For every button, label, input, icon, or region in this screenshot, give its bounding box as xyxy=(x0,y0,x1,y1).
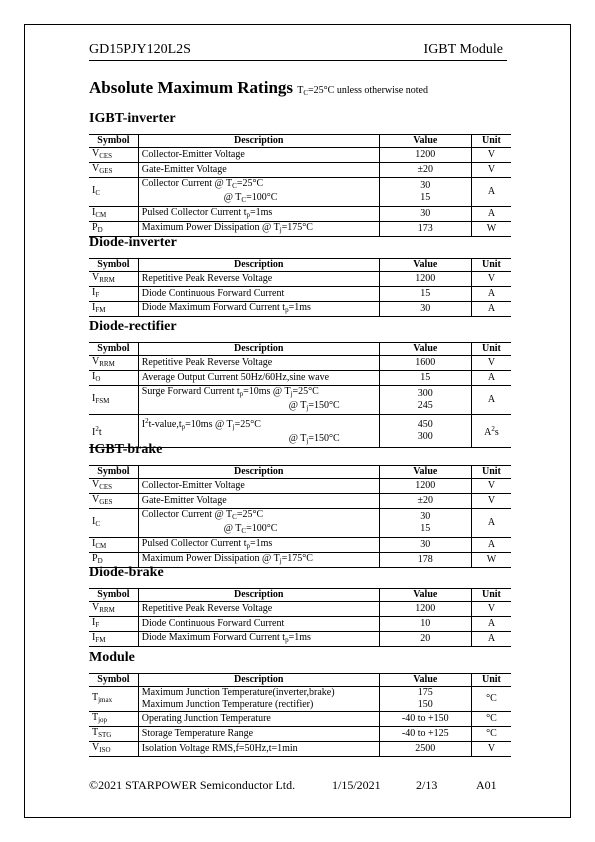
section-title: IGBT-brake xyxy=(89,442,163,457)
description-line: Gate-Emitter Voltage xyxy=(141,495,227,506)
symbol-cell: $V_{ISO}$ xyxy=(89,742,138,757)
value-cell xyxy=(379,538,471,553)
value-line: ±20 xyxy=(417,164,434,175)
description-header: Description xyxy=(138,259,379,272)
description-line: @ $T_C=100^\circ C$ xyxy=(223,523,278,535)
description-cell xyxy=(138,272,379,287)
section-title: Diode-inverter xyxy=(89,235,177,250)
value-header: Value xyxy=(379,466,471,479)
description-cell xyxy=(138,494,379,509)
table-row xyxy=(89,742,511,757)
symbol-cell: $V_{RRM}$ xyxy=(89,356,138,371)
unit-cell: A xyxy=(471,302,511,317)
value-cell xyxy=(379,207,471,222)
table-row xyxy=(89,632,511,647)
unit-cell: A xyxy=(471,632,511,647)
description-line: Collector Current @ $T_C=25^\circ C$ xyxy=(141,509,264,521)
description-line: Isolation Voltage RMS,f=50Hz,t=1min xyxy=(141,743,298,754)
table-row xyxy=(89,287,511,302)
value-header: Value xyxy=(379,259,471,272)
table-row xyxy=(89,727,511,742)
description-cell xyxy=(138,287,379,302)
symbol-cell: $T_{STG}$ xyxy=(89,727,138,742)
value-cell xyxy=(379,302,471,317)
symbol-cell: $T_{jop}$ xyxy=(89,712,138,727)
value-line: 20 xyxy=(420,633,431,644)
symbol-cell: $V_{GES}$ xyxy=(89,494,138,509)
value-line: 1600 xyxy=(415,357,436,368)
header-part-number: GD15PJY120L2S xyxy=(89,42,191,57)
description-header: Description xyxy=(138,135,379,148)
description-cell xyxy=(138,479,379,494)
description-line: Maximum Junction Temperature(inverter,brake) xyxy=(141,687,335,698)
unit-cell: V xyxy=(471,272,511,287)
symbol-cell: $I_{FSM}$ xyxy=(89,386,138,415)
symbol-cell: $V_{GES}$ xyxy=(89,163,138,178)
value-line: 10 xyxy=(420,618,431,629)
unit-cell: V xyxy=(471,479,511,494)
section-title: Diode-brake xyxy=(89,565,164,580)
symbol-header: Symbol xyxy=(89,466,138,479)
table-header-row xyxy=(89,589,511,602)
unit-header: Unit xyxy=(471,135,511,148)
symbol-cell: $V_{CES}$ xyxy=(89,479,138,494)
unit-cell: A xyxy=(471,538,511,553)
unit-cell: V xyxy=(471,148,511,163)
table-row xyxy=(89,163,511,178)
description-line: Average Output Current 50Hz/60Hz,sine wave xyxy=(141,372,330,383)
description-cell xyxy=(138,386,379,415)
table-row xyxy=(89,178,511,207)
symbol-header: Symbol xyxy=(89,343,138,356)
description-line: Maximum Junction Temperature (rectifier) xyxy=(141,699,314,710)
symbol-header: Symbol xyxy=(89,589,138,602)
value-cell xyxy=(379,479,471,494)
value-line: 30 xyxy=(420,303,431,314)
symbol-cell: $V_{RRM}$ xyxy=(89,272,138,287)
ratings-table xyxy=(89,673,511,757)
description-cell xyxy=(138,617,379,632)
description-header: Description xyxy=(138,343,379,356)
description-cell xyxy=(138,371,379,386)
description-header: Description xyxy=(138,589,379,602)
section-title: Diode-rectifier xyxy=(89,319,177,334)
unit-header: Unit xyxy=(471,343,511,356)
ratings-table xyxy=(89,342,511,448)
symbol-cell: $I^2t$ xyxy=(89,415,138,448)
unit-cell: V xyxy=(471,356,511,371)
table-row xyxy=(89,148,511,163)
value-line: 300 xyxy=(417,431,433,442)
description-line: Pulsed Collector Current $t_p=1ms$ xyxy=(141,207,273,219)
value-line: 15 xyxy=(420,192,431,203)
value-line: ±20 xyxy=(417,495,434,506)
value-line: 175 xyxy=(417,687,433,698)
value-line: 30 xyxy=(420,208,431,219)
footer-revision: A01 xyxy=(476,778,497,792)
value-line: 30 xyxy=(420,511,431,522)
value-cell xyxy=(379,356,471,371)
description-cell xyxy=(138,509,379,538)
value-cell xyxy=(379,272,471,287)
table-row xyxy=(89,272,511,287)
symbol-cell: $T_{jmax}$ xyxy=(89,687,138,712)
description-header: Description xyxy=(138,674,379,687)
table-header-row xyxy=(89,466,511,479)
unit-cell: °C xyxy=(471,687,511,712)
value-line: 1200 xyxy=(415,149,436,160)
value-cell xyxy=(379,287,471,302)
header-divider xyxy=(89,60,507,61)
value-line: 30 xyxy=(420,180,431,191)
value-cell xyxy=(379,494,471,509)
unit-cell: V xyxy=(471,163,511,178)
description-line: Pulsed Collector Current $t_p=1ms$ xyxy=(141,538,273,550)
value-cell xyxy=(379,712,471,727)
unit-cell: A xyxy=(471,287,511,302)
description-line: Diode Continuous Forward Current xyxy=(141,288,285,299)
section-diode-rectifier xyxy=(89,318,511,448)
table-row xyxy=(89,207,511,222)
table-header-row xyxy=(89,135,511,148)
value-header: Value xyxy=(379,589,471,602)
value-cell xyxy=(379,148,471,163)
value-line: -40 to +150 xyxy=(401,713,449,724)
description-cell xyxy=(138,687,379,712)
description-cell xyxy=(138,742,379,757)
value-line: 173 xyxy=(417,223,433,234)
table-row xyxy=(89,712,511,727)
unit-cell: °C xyxy=(471,712,511,727)
section-igbt-inverter xyxy=(89,110,511,237)
description-line: Surge Forward Current $t_p=10ms$ @ $T_j=25^\circ C$ xyxy=(141,386,319,398)
value-cell xyxy=(379,602,471,617)
unit-header: Unit xyxy=(471,259,511,272)
section-title: Module xyxy=(89,650,135,665)
description-cell xyxy=(138,602,379,617)
description-line: Repetitive Peak Reverse Voltage xyxy=(141,357,273,368)
value-cell xyxy=(379,742,471,757)
unit-cell: W xyxy=(471,222,511,237)
value-line: 30 xyxy=(420,539,431,550)
header-product-type: IGBT Module xyxy=(423,42,503,57)
table-row xyxy=(89,617,511,632)
footer-copyright: ©2021 STARPOWER Semiconductor Ltd. xyxy=(89,778,296,792)
value-cell xyxy=(379,617,471,632)
value-cell xyxy=(379,687,471,712)
description-line: Collector Current @ $T_C=25^\circ C$ xyxy=(141,178,264,190)
value-line: 2500 xyxy=(415,743,436,754)
unit-cell: A xyxy=(471,207,511,222)
unit-cell: V xyxy=(471,742,511,757)
value-cell xyxy=(379,509,471,538)
description-header: Description xyxy=(138,466,379,479)
value-line: 450 xyxy=(417,419,433,430)
table-header-row xyxy=(89,343,511,356)
description-line: Maximum Power Dissipation @ $T_j=175^\circ C$ xyxy=(141,553,313,565)
unit-cell: V xyxy=(471,494,511,509)
ratings-table xyxy=(89,465,511,568)
symbol-cell: $V_{RRM}$ xyxy=(89,602,138,617)
unit-cell: A xyxy=(471,617,511,632)
value-line: 1200 xyxy=(415,603,436,614)
value-line: 15 xyxy=(420,372,431,383)
section-diode-brake xyxy=(89,564,511,647)
section-diode-inverter xyxy=(89,234,511,317)
section-igbt-brake xyxy=(89,441,511,568)
value-line: -40 to +125 xyxy=(401,728,449,739)
ratings-table xyxy=(89,134,511,237)
description-cell xyxy=(138,178,379,207)
description-line: @ $T_j=150^\circ C$ xyxy=(288,400,340,412)
description-cell xyxy=(138,356,379,371)
symbol-cell: $I_{CM}$ xyxy=(89,207,138,222)
unit-header: Unit xyxy=(471,589,511,602)
unit-cell: V xyxy=(471,602,511,617)
description-cell xyxy=(138,538,379,553)
description-cell xyxy=(138,712,379,727)
page-title xyxy=(89,78,428,98)
symbol-cell: $I_C$ xyxy=(89,509,138,538)
unit-cell: A xyxy=(471,509,511,538)
footer-date: 1/15/2021 xyxy=(332,778,381,792)
description-line: @ $T_j=150^\circ C$ xyxy=(288,433,340,445)
symbol-cell: $I_F$ xyxy=(89,617,138,632)
value-line: 300 xyxy=(417,388,433,399)
symbol-cell: $I_F$ xyxy=(89,287,138,302)
table-row xyxy=(89,356,511,371)
description-line: Maximum Power Dissipation @ $T_j=175^\circ C$ xyxy=(141,222,313,234)
description-line: Gate-Emitter Voltage xyxy=(141,164,227,175)
description-cell xyxy=(138,207,379,222)
unit-cell: A xyxy=(471,178,511,207)
footer-page-number: 2/13 xyxy=(416,778,438,792)
table-row xyxy=(89,687,511,712)
unit-cell: W xyxy=(471,553,511,568)
unit-cell: °C xyxy=(471,727,511,742)
symbol-cell: $I_O$ xyxy=(89,371,138,386)
table-row xyxy=(89,494,511,509)
symbol-cell: $P_D$ xyxy=(89,553,138,568)
table-row xyxy=(89,302,511,317)
value-line: 1200 xyxy=(415,273,436,284)
description-line: Collector-Emitter Voltage xyxy=(141,149,245,160)
value-header: Value xyxy=(379,343,471,356)
symbol-cell: $I_C$ xyxy=(89,178,138,207)
symbol-cell: $I_{FM}$ xyxy=(89,302,138,317)
symbol-cell: $P_D$ xyxy=(89,222,138,237)
description-line: Storage Temperature Range xyxy=(141,728,254,739)
value-line: 178 xyxy=(417,554,433,565)
value-cell xyxy=(379,163,471,178)
description-line: $I^2t-value,t_p=10ms$ @ $T_j=25^\circ C$ xyxy=(141,417,261,431)
description-line: Operating Junction Temperature xyxy=(141,713,271,724)
description-line: Repetitive Peak Reverse Voltage xyxy=(141,603,273,614)
value-cell xyxy=(379,178,471,207)
ratings-table xyxy=(89,258,511,317)
description-line: Collector-Emitter Voltage xyxy=(141,480,245,491)
table-row xyxy=(89,602,511,617)
table-row xyxy=(89,479,511,494)
description-cell xyxy=(138,163,379,178)
symbol-header: Symbol xyxy=(89,135,138,148)
unit-cell: $A^2s$ xyxy=(471,415,511,448)
description-cell xyxy=(138,148,379,163)
section-title: IGBT-inverter xyxy=(89,111,176,126)
unit-cell: A xyxy=(471,386,511,415)
symbol-header: Symbol xyxy=(89,259,138,272)
description-line: Diode Maximum Forward Current $t_p=1ms$ xyxy=(141,632,311,644)
value-cell xyxy=(379,727,471,742)
value-header: Value xyxy=(379,135,471,148)
value-cell xyxy=(379,632,471,647)
unit-header: Unit xyxy=(471,674,511,687)
page-title-text: Absolute Maximum Ratings xyxy=(89,78,294,97)
description-line: Repetitive Peak Reverse Voltage xyxy=(141,273,273,284)
section-module xyxy=(89,649,511,757)
value-line: 15 xyxy=(420,523,431,534)
symbol-header: Symbol xyxy=(89,674,138,687)
table-row xyxy=(89,538,511,553)
symbol-cell: $I_{CM}$ xyxy=(89,538,138,553)
description-line: @ $T_C=100^\circ C$ xyxy=(223,192,278,204)
description-cell xyxy=(138,302,379,317)
value-header: Value xyxy=(379,674,471,687)
table-row xyxy=(89,371,511,386)
description-line: Diode Continuous Forward Current xyxy=(141,618,285,629)
value-line: 245 xyxy=(417,400,433,411)
table-row xyxy=(89,386,511,415)
value-line: 150 xyxy=(417,699,433,710)
value-cell xyxy=(379,371,471,386)
symbol-cell: $V_{CES}$ xyxy=(89,148,138,163)
value-line: 1200 xyxy=(415,480,436,491)
table-row xyxy=(89,509,511,538)
table-header-row xyxy=(89,259,511,272)
description-line: Diode Maximum Forward Current $t_p=1ms$ xyxy=(141,302,311,314)
description-cell xyxy=(138,727,379,742)
symbol-cell: $I_{FM}$ xyxy=(89,632,138,647)
value-cell xyxy=(379,386,471,415)
unit-header: Unit xyxy=(471,466,511,479)
page-title-condition: $T_C=25^\circ C$ unless otherwise noted xyxy=(297,85,428,97)
description-cell xyxy=(138,632,379,647)
value-line: 15 xyxy=(420,288,431,299)
table-header-row xyxy=(89,674,511,687)
unit-cell: A xyxy=(471,371,511,386)
ratings-table xyxy=(89,588,511,647)
